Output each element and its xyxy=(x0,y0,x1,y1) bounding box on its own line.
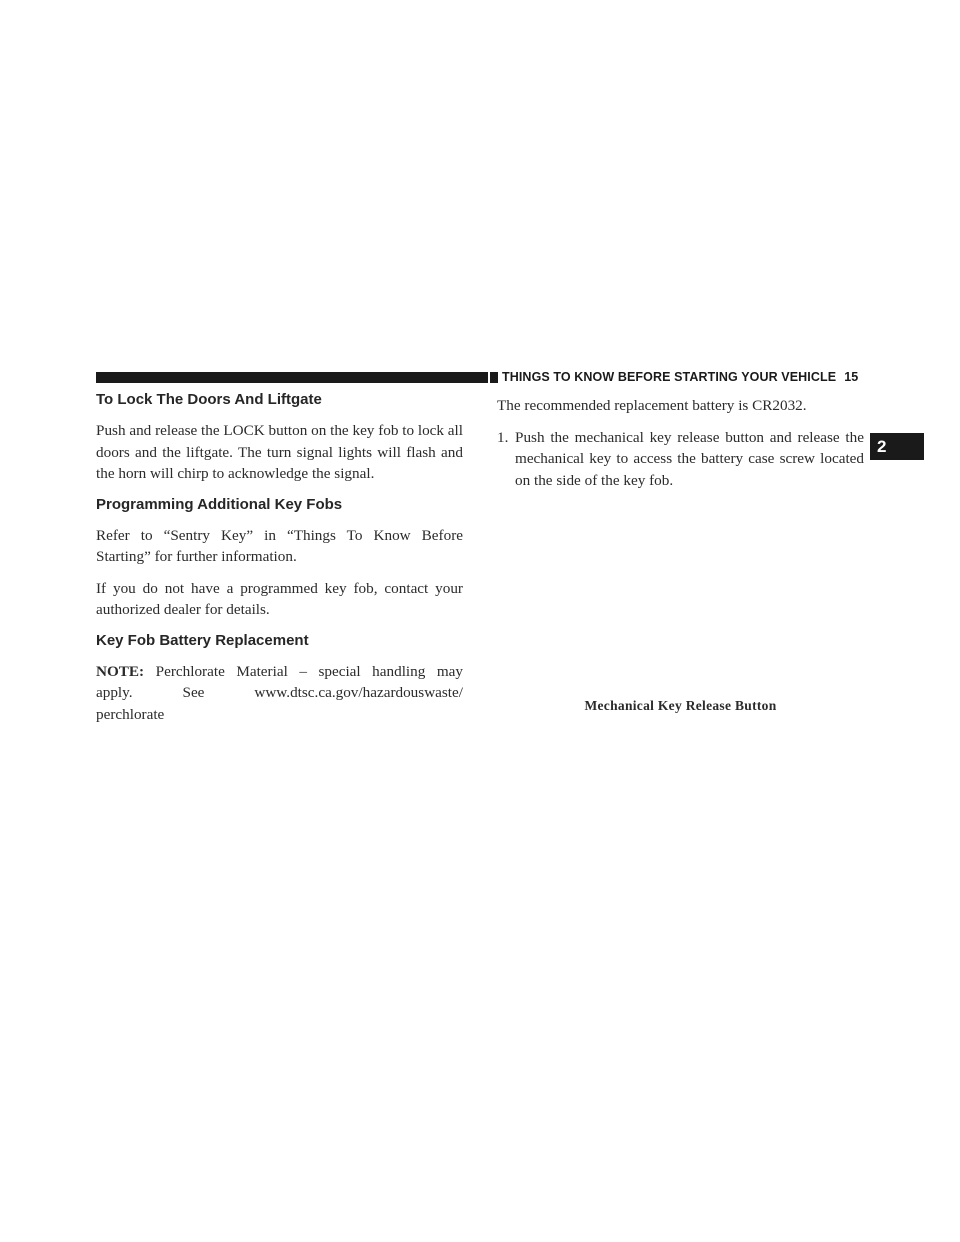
heading-battery-replacement: Key Fob Battery Replacement xyxy=(96,631,309,649)
note-line-2: apply. See www.dtsc.ca.gov/hazardouswaste/ xyxy=(96,684,463,701)
steps-list xyxy=(497,427,864,492)
paragraph-lock-doors: Push and release the LOCK button on the key fob to lock all doors and the liftgate. The turn signal lights will flash and the horn will chirp to acknowledge the signal. xyxy=(96,422,463,482)
note-line-3: perchlorate xyxy=(96,705,165,723)
header-rule-short xyxy=(490,372,498,383)
step-number: 1. xyxy=(497,428,509,446)
paragraph-recommended-battery: The recommended replacement battery is CR2032. xyxy=(497,397,807,414)
note-line-1 xyxy=(96,661,463,683)
paragraph-contact-dealer: If you do not have a programmed key fob, contact your authorized dealer for details. xyxy=(96,579,463,618)
page-number: 15 xyxy=(844,370,859,384)
running-head xyxy=(502,368,864,386)
heading-lock-doors: To Lock The Doors And Liftgate xyxy=(96,391,322,408)
header-rule-long xyxy=(96,372,488,383)
note-text-1: Perchlorate Material – special handling may xyxy=(155,662,464,680)
left-column xyxy=(96,390,463,725)
list-item xyxy=(497,427,864,492)
note-label: NOTE: xyxy=(96,662,145,680)
running-head-title: THINGS TO KNOW BEFORE STARTING YOUR VEHICLE xyxy=(502,370,837,384)
paragraph-refer-sentry-key: Refer to “Sentry Key” in “Things To Know Before Starting” for further information. xyxy=(96,526,463,565)
chapter-tab: 2 xyxy=(870,433,924,460)
heading-programming-fobs: Programming Additional Key Fobs xyxy=(96,495,343,513)
step-text: Push the mechanical key release button and release the mechanical key to access the battery case screw located on the side of the key fob. xyxy=(515,428,864,489)
figure-caption: Mechanical Key Release Button xyxy=(584,698,777,713)
right-column xyxy=(497,395,864,491)
